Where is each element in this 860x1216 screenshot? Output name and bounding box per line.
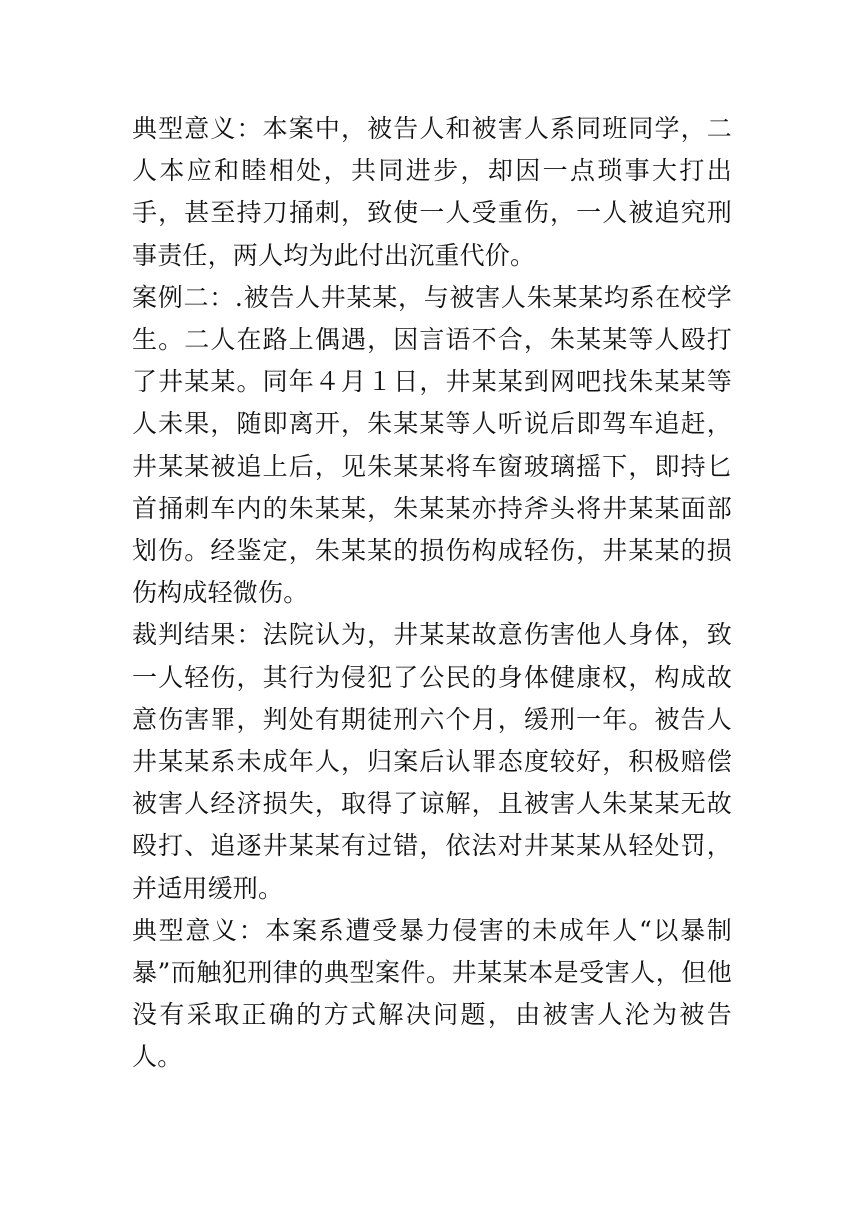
paragraph-typical-significance-2: 典型意义：本案系遭受暴力侵害的未成年人“以暴制暴”而触犯刑律的典型案件。井某某本是受害人，但他没有采取正确的方式解决问题，由被害人沦为被告人。 xyxy=(132,915,732,1072)
paragraph-case-two: 案例二：.被告人井某某，与被害人朱某某均系在校学生。二人在路上偶遇，因言语不合，朱某某等人殴打了井某某。同年４月１日，井某某到网吧找朱某某等人未果，随即离开，朱某某等人听说后即驾车追赶，井某某被追上后，见朱某某将车窗玻璃摇下，即持匕首捅刺车内的朱某某，朱某某亦持斧头将井某某面部划伤。经鉴定，朱某某的损伤构成轻伤，井某某的损伤构成轻微伤。 xyxy=(132,282,732,608)
paragraph-judgment-result: 裁判结果：法院认为，井某某故意伤害他人身体，致一人轻伤，其行为侵犯了公民的身体健康权，构成故意伤害罪，判处有期徒刑六个月，缓刑一年。被告人井某某系未成年人，归案后认罪态度较好，积极赔偿被害人经济损失，取得了谅解，且被害人朱某某无故殴打、追逐井某某有过错，依法对井某某从轻处罚，并适用缓刑。 xyxy=(132,620,732,903)
document-body xyxy=(132,108,732,1079)
paragraph-typical-significance-1: 典型意义：本案中，被告人和被害人系同班同学，二人本应和睦相处，共同进步，却因一点琐事大打出手，甚至持刀捅刺，致使一人受重伤，一人被追究刑事责任，两人均为此付出沉重代价。 xyxy=(132,114,732,270)
